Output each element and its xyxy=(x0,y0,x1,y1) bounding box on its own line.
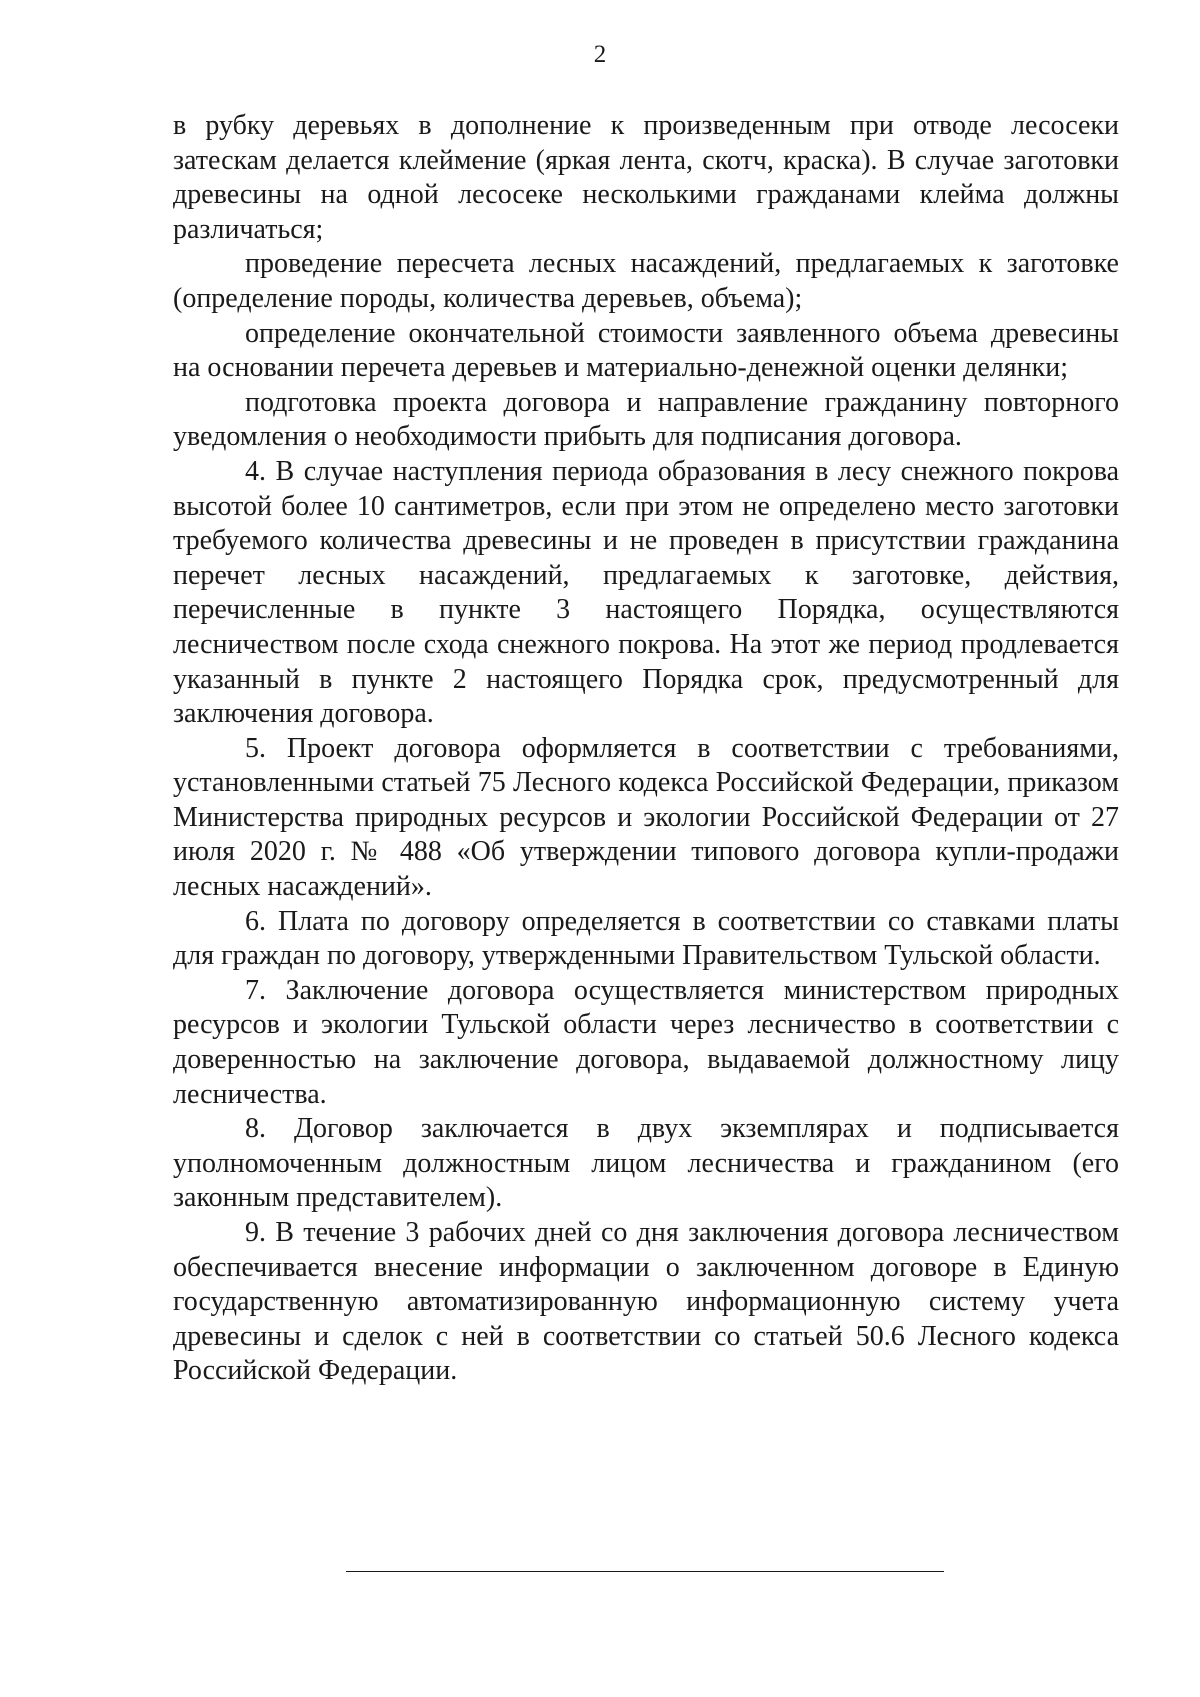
paragraph-recount: проведение пересчета лесных насаждений, предлагаемых к заготовке (определение породы, количества деревьев, объема); xyxy=(173,248,1119,314)
paragraph-item-4: 4. В случае наступления периода образования в лесу снежного покрова высотой более 10 сантиметров, если при этом не определено место заготовки требуемого количества древесины и не проведен в присутствии гражданина перечет лесных насаждений, предлагаемых к заготовке, действия, перечисленные в пункте 3 настоящего Порядка, осуществляются лесничеством после схода снежного покрова. На этот же период продлевается указанный в пункте 2 настоящего Порядка срок, предусмотренный для заключения договора. xyxy=(173,455,1119,730)
paragraph-item-7: 7. Заключение договора осуществляется министерством природных ресурсов и экологии Тульской области через лесничество в соответствии с доверенностью на заключение договора, выдаваемой должностному лицу лесничества. xyxy=(173,974,1119,1110)
paragraph-item-8: 8. Договор заключается в двух экземплярах и подписывается уполномоченным должностным лицом лесничества и гражданином (его законным представителем). xyxy=(173,1113,1119,1214)
paragraph-continuation: в рубку деревьях в дополнение к произведенным при отводе лесосеки затескам делается клеймение (яркая лента, скотч, краска). В случае заготовки древесины на одной лесосеке несколькими гражданами клейма должны различаться; xyxy=(173,110,1119,245)
paragraph-item-6: 6. Плата по договору определяется в соответствии со ставками платы для граждан по договору, утвержденными Правительством Тульской области. xyxy=(173,905,1119,972)
paragraph-item-5: 5. Проект договора оформляется в соответствии с требованиями, установленными статьей 75 Лесного кодекса Российской Федерации, приказом Министерства природных ресурсов и экологии Российской Федерации от 27 июля 2020 г. № 488 «Об утверждении типового договора купли-продажи лесных насаждений». xyxy=(173,732,1119,903)
page-number: 2 xyxy=(593,41,607,68)
document-body xyxy=(173,109,1119,1389)
paragraph-draft-contract: подготовка проекта договора и направление гражданину повторного уведомления о необходимости прибыть для подписания договора. xyxy=(173,386,1119,453)
paragraph-cost: определение окончательной стоимости заявленного объема древесины на основании перечета деревьев и материально-денежной оценки делянки; xyxy=(173,317,1119,384)
end-of-document-rule xyxy=(346,1571,944,1572)
paragraph-item-9: 9. В течение 3 рабочих дней со дня заключения договора лесничеством обеспечивается внесение информации о заключенном договоре в Единую государственную автоматизированную информационную систему учета древесины и сделок с ней в соответствии со статьей 50.6 Лесного кодекса Российской Федерации. xyxy=(173,1217,1119,1387)
